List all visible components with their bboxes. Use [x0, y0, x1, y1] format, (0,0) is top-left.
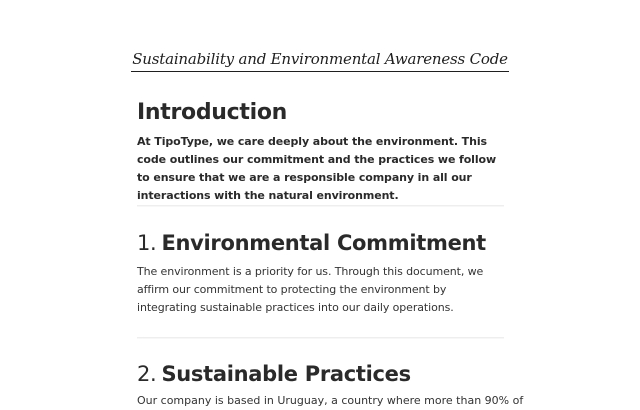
introduction-paragraph: At TipoType, we care deeply about the environment. This code outlines our commitment and the practices we follow to ensure that we are a responsible company in all our interactions with the natural environment. — [137, 135, 497, 202]
section-number: 2. — [137, 362, 157, 386]
environmental-commitment-paragraph: The environment is a priority for us. Through this document, we affirm our commitment to protecting the environment by integrating sustainable practices into our daily operations. — [137, 265, 484, 314]
section-introduction — [137, 99, 504, 205]
section-heading-text: Environmental Commitment — [161, 231, 486, 255]
section-divider — [137, 337, 504, 338]
document-title — [0, 49, 640, 72]
section-heading-text: Sustainable Practices — [161, 362, 411, 386]
section-environmental-commitment — [137, 229, 504, 317]
section-heading-sustainable-practices — [137, 360, 504, 388]
section-divider — [137, 205, 504, 206]
section-number: 1. — [137, 231, 157, 255]
section-heading-introduction: Introduction — [137, 100, 288, 125]
section-sustainable-practices — [137, 360, 504, 388]
document-title-text: Sustainability and Environmental Awareness Code — [131, 49, 509, 72]
section-heading-environmental-commitment — [137, 229, 504, 257]
sustainable-practices-paragraph: Our company is based in Uruguay, a country where more than 90% of — [137, 394, 524, 407]
